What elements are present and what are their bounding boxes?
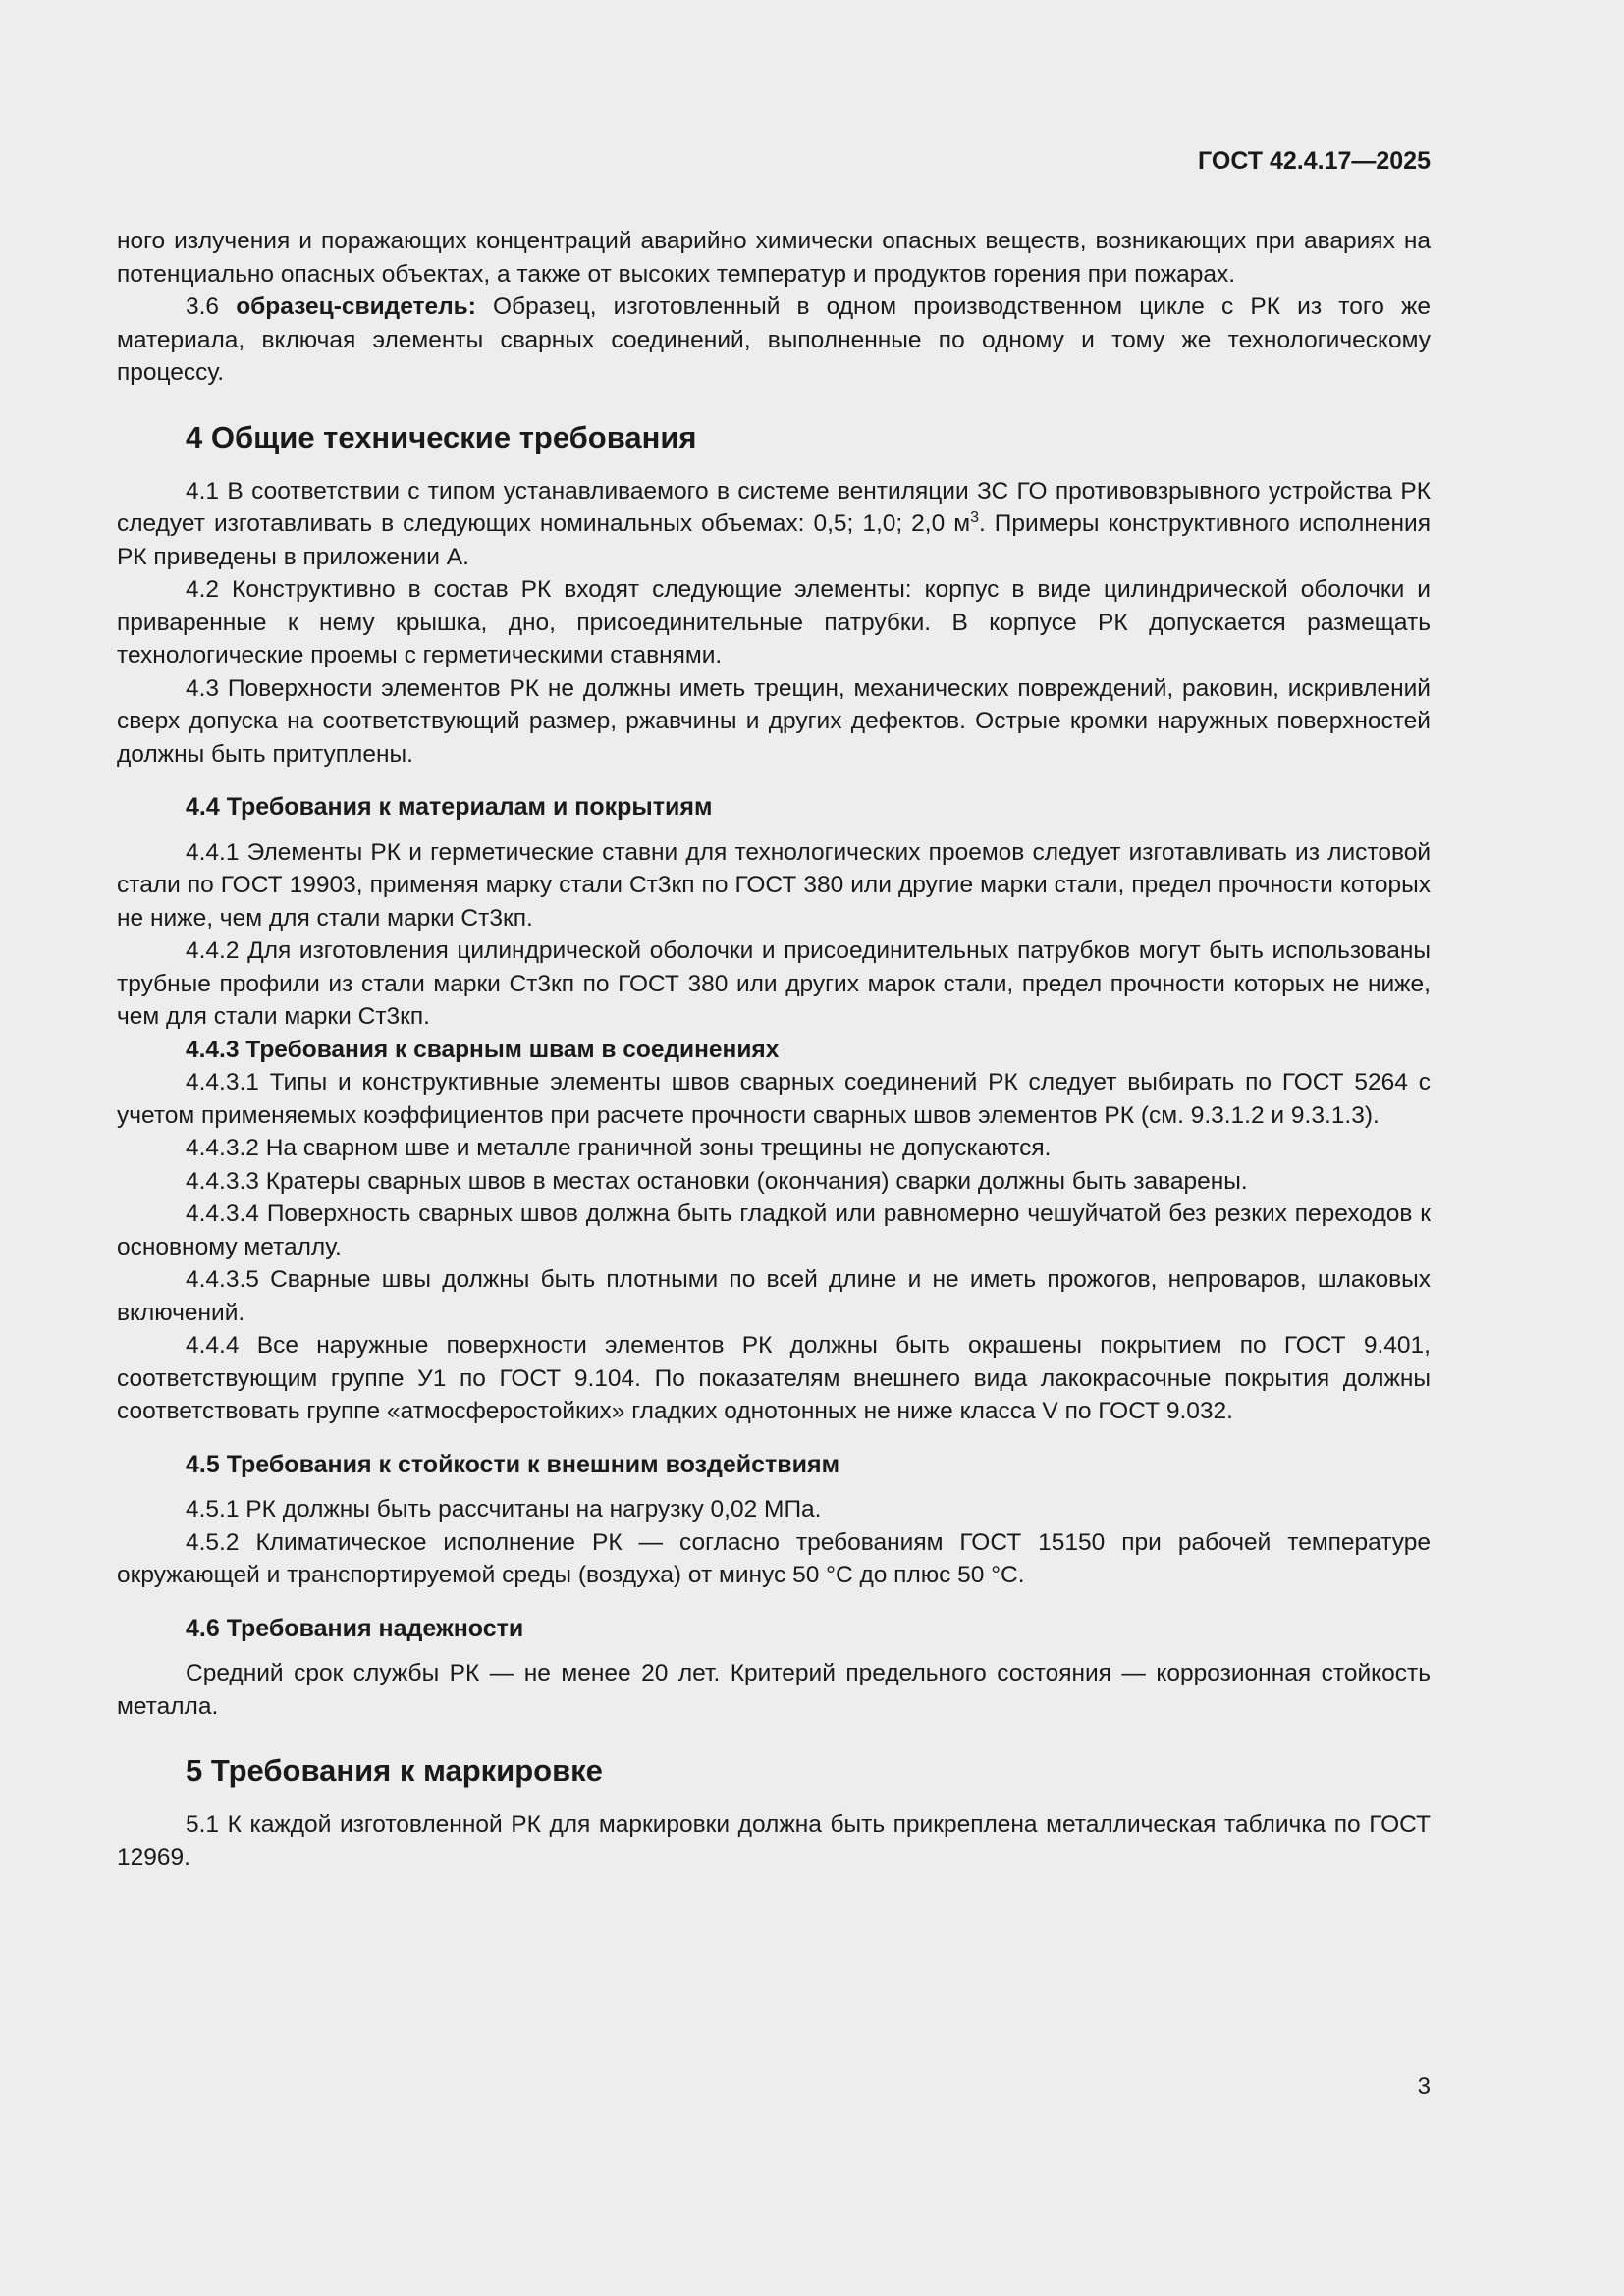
- paragraph-4-4-3-1: 4.4.3.1 Типы и конструктивные элементы швов сварных соединений РК следует выбирать по ГОСТ 5264 с учетом применяемых коэффициентов при расчете прочности сварных швов элементов РК (см. 9.3.1.2 и 9.3.1.3).: [117, 1069, 1431, 1129]
- paragraph-4-4-3-5: 4.4.3.5 Сварные швы должны быть плотными по всей длине и не иметь прожогов, непроваров, шлаковых включений.: [117, 1266, 1431, 1326]
- clause-number: 3.6: [186, 294, 237, 320]
- paragraph-4-2: 4.2 Конструктивно в состав РК входят следующие элементы: корпус в виде цилиндрической оболочки и приваренные к нему крышка, дно, присоединительные патрубки. В корпусе РК допускается размещать технологические проемы с герметическими ставнями.: [117, 576, 1431, 668]
- superscript: 3: [970, 508, 979, 526]
- paragraph-3-6: [117, 291, 1431, 390]
- section-heading-5: 5 Требования к маркировке: [186, 1753, 603, 1788]
- paragraph-4-4-1: 4.4.1 Элементы РК и герметические ставни для технологических проемов следует изготавливать из листовой стали по ГОСТ 19903, применяя марку стали Ст3кп по ГОСТ 380 или другие марки стали, предел прочности которых не ниже, чем для стали марки Ст3кп.: [117, 838, 1431, 932]
- paragraph-4-4-4: 4.4.4 Все наружные поверхности элементов РК должны быть окрашены покрытием по ГОСТ 9.401, соответствующим группе У1 по ГОСТ 9.104. По показателям внешнего вида лакокрасочные покрытия должны соответствовать группе «атмосферостойких» гладких однотонных не ниже класса V по ГОСТ 9.032.: [117, 1332, 1431, 1424]
- section-heading-4: 4 Общие технические требования: [186, 419, 697, 454]
- paragraph-4-4-3-2: 4.4.3.2 На сварном шве и металле граничной зоны трещины не допускаются.: [186, 1135, 1052, 1161]
- paragraph-4-6: Средний срок службы РК — не менее 20 лет. Критерий предельного состояния — коррозионная стойкость металла.: [117, 1660, 1431, 1720]
- paragraph-5-1: 5.1 К каждой изготовленной РК для маркировки должна быть прикреплена металлическая табличка по ГОСТ 12969.: [117, 1811, 1431, 1871]
- paragraph-4-4-3-3: 4.4.3.3 Кратеры сварных швов в местах остановки (окончания) сварки должны быть заварены.: [186, 1167, 1248, 1195]
- definition-text: Образец, изготовленный в одном производственном цикле с РК из того же материала, включая элементы сварных соединений, выполненные по одному и тому же технологическому процессу.: [117, 294, 1431, 386]
- paragraph-4-4-3-4: 4.4.3.4 Поверхность сварных швов должна быть гладкой или равномерно чешуйчатой без резких переходов к основному металлу.: [117, 1201, 1431, 1260]
- subsection-heading-4-5: 4.5 Требования к стойкости к внешним воздействиям: [186, 1450, 840, 1478]
- subsection-heading-4-4-3: 4.4.3 Требования к сварным швам в соединениях: [186, 1036, 780, 1063]
- paragraph-4-5-2: 4.5.2 Климатическое исполнение РК — согласно требованиям ГОСТ 15150 при рабочей температуре окружающей и транспортируемой среды (воздуха) от минус 50 °С до плюс 50 °С.: [117, 1528, 1431, 1588]
- subsection-heading-4-6: 4.6 Требования надежности: [186, 1614, 524, 1642]
- defined-term: образец-свидетель:: [236, 294, 476, 320]
- paragraph-4-5-1: 4.5.1 РК должны быть рассчитаны на нагрузку 0,02 МПа.: [186, 1496, 822, 1522]
- paragraph-4-4-2: 4.4.2 Для изготовления цилиндрической оболочки и присоединительных патрубков могут быть использованы трубные профили из стали марки Ст3кп по ГОСТ 380 или других марок стали, предел прочности которых не ниже, чем для стали марки Ст3кп.: [117, 937, 1431, 1030]
- subsection-heading-4-4: 4.4 Требования к материалам и покрытиям: [186, 793, 713, 821]
- paragraph-continued: ного излучения и поражающих концентраций аварийно химически опасных веществ, возникающих при авариях на потенциально опасных объектах, а также от высоких температур и продуктов горения при пожарах.: [117, 228, 1431, 288]
- page-number: 3: [1417, 2073, 1431, 2100]
- document-number: ГОСТ 42.4.17—2025: [1198, 147, 1431, 175]
- paragraph-4-3: 4.3 Поверхности элементов РК не должны иметь трещин, механических повреждений, раковин, искривлений сверх допуска на соответствующий размер, ржавчины и других дефектов. Острые кромки наружных поверхностей должны быть притуплены.: [117, 674, 1431, 768]
- paragraph-4-1: 4.1 В соответствии с типом устанавливаемого в системе вентиляции ЗС ГО противовзрывного устройства РК следует изготавливать в следующих номинальных объемах: 0,5; 1,0; 2,0 $м^3$. Примеры конструктивного исполнения РК приведены в приложении А.: [117, 477, 1431, 570]
- document-body: [117, 225, 1431, 1874]
